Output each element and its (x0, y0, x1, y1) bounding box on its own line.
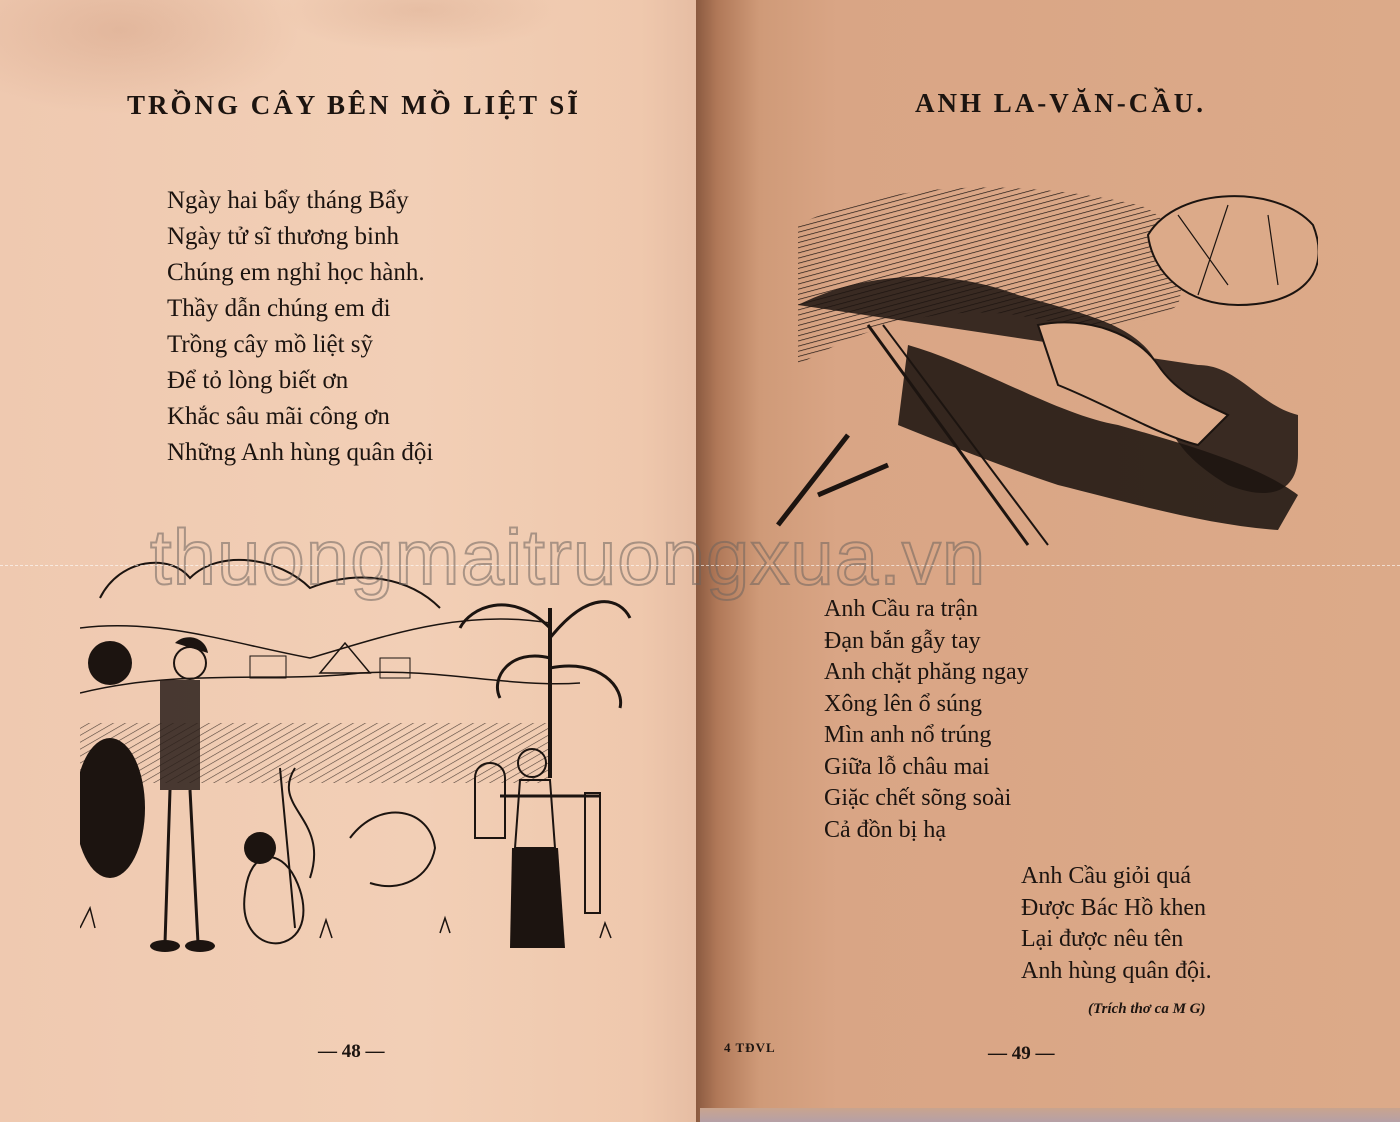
right-poem-stanza-1 (824, 594, 1029, 846)
left-page-title: TRỒNG CÂY BÊN MỒ LIỆT SĨ (127, 90, 581, 120)
right-page-title: ANH LA-VĂN-CẦU. (915, 88, 1206, 118)
poem-line: Chúng em nghỉ học hành. (167, 259, 425, 286)
poem-line: Được Bác Hồ khen (1021, 894, 1206, 921)
citation: (Trích thơ ca M G) (1088, 1001, 1206, 1017)
poem-line: Anh hùng quân đội. (1021, 957, 1212, 984)
poem-line: Mìn anh nổ trúng (824, 722, 992, 748)
poem-line: Giữa lỗ châu mai (824, 753, 990, 780)
printer-signature: 4 TĐVL (724, 1040, 776, 1055)
right-page (696, 0, 1400, 1122)
poem-line: Giặc chết sõng soài (824, 785, 1012, 811)
page-number-49: — 49 — (988, 1043, 1055, 1064)
poem-line: Anh chặt phăng ngay (824, 659, 1029, 685)
left-page (0, 0, 696, 1122)
poem-line: Cả đồn bị hạ (824, 816, 946, 843)
poem-line: Những Anh hùng quân đội (167, 439, 434, 466)
page-bottom-edge (700, 1108, 1400, 1122)
tree-planting-illustration (80, 548, 635, 958)
poem-line: Để tỏ lòng biết ơn (167, 367, 349, 394)
poem-line: Trồng cây mồ liệt sỹ (167, 331, 374, 358)
poem-line: Ngày hai bẩy tháng Bẩy (167, 187, 409, 214)
poem-line: Lại được nêu tên (1021, 926, 1184, 952)
page-number-48: — 48 — (318, 1041, 385, 1062)
poem-line: Xông lên ổ súng (824, 690, 982, 717)
poem-line: Anh Cầu ra trận (824, 596, 978, 622)
poem-line: Khắc sâu mãi công ơn (167, 403, 390, 430)
right-poem-stanza-2 (1021, 861, 1212, 987)
poem-line: Ngày tử sĩ thương binh (167, 223, 399, 250)
poem-line: Đạn bắn gẫy tay (824, 627, 981, 654)
watermark-guide-line (0, 565, 1400, 566)
left-poem (167, 183, 433, 471)
soldier-illustration (758, 165, 1318, 560)
poem-line: Thầy dẫn chúng em đi (167, 295, 391, 322)
poem-line: Anh Cầu giỏi quá (1021, 863, 1191, 889)
